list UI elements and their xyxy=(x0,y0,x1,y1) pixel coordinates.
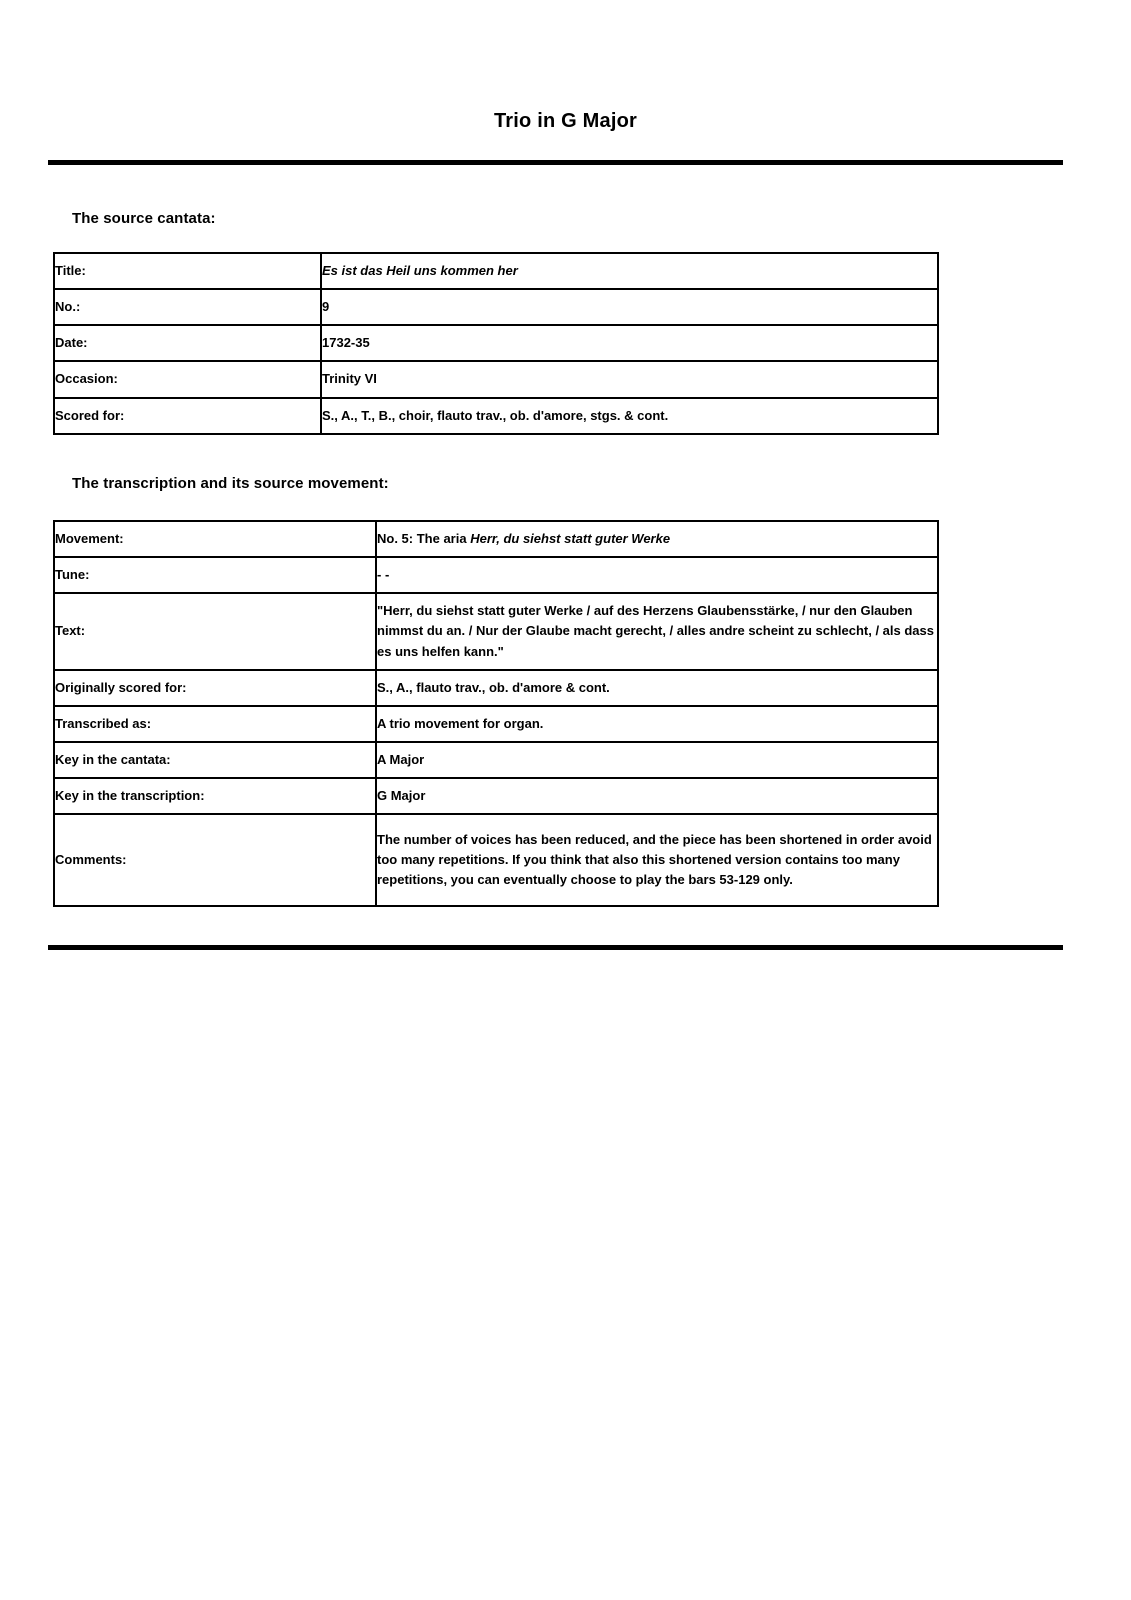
page-title: Trio in G Major xyxy=(493,110,637,132)
row-value-date: 1732-35 xyxy=(321,325,938,361)
movement-aria-title: Herr, du siehst statt guter Werke xyxy=(470,531,671,546)
table-row xyxy=(54,361,938,397)
row-value-movement xyxy=(376,521,938,557)
row-value-no: 9 xyxy=(321,289,938,325)
row-value-transcribed-as: A trio movement for organ. xyxy=(376,706,938,742)
movement-prefix: No. 5: The aria xyxy=(377,531,471,546)
section-heading-source-cantata: The source cantata: xyxy=(72,210,216,227)
row-label-transcribed-as: Transcribed as: xyxy=(54,706,376,742)
row-value-comments: The number of voices has been reduced, and the piece has been shortened in order avoid too many repetitions. If you think that also this shortened version contains too many repetitions, you can eventually choose to play the bars 53-129 only. xyxy=(376,814,938,906)
row-label-key-in-transcription: Key in the transcription: xyxy=(54,778,376,814)
row-value-key-in-transcription: G Major xyxy=(376,778,938,814)
row-value-originally-scored-for: S., A., flauto trav., ob. d'amore & cont. xyxy=(376,670,938,706)
table-row xyxy=(54,593,938,669)
table-row xyxy=(54,325,938,361)
row-label-movement: Movement: xyxy=(54,521,376,557)
row-label-occasion: Occasion: xyxy=(54,361,321,397)
row-value-occasion: Trinity VI xyxy=(321,361,938,397)
row-label-no: No.: xyxy=(54,289,321,325)
table-row xyxy=(54,742,938,778)
top-horizontal-rule xyxy=(48,160,1063,165)
table-row xyxy=(54,398,938,434)
bottom-horizontal-rule xyxy=(48,945,1063,950)
table-row xyxy=(54,814,938,906)
transcription-table xyxy=(53,520,939,907)
table-row xyxy=(54,289,938,325)
table-row xyxy=(54,521,938,557)
row-value-title: Es ist das Heil uns kommen her xyxy=(321,253,938,289)
row-label-date: Date: xyxy=(54,325,321,361)
row-value-tune: - - xyxy=(376,557,938,593)
row-label-comments: Comments: xyxy=(54,814,376,906)
row-value-key-in-cantata: A Major xyxy=(376,742,938,778)
row-label-title: Title: xyxy=(54,253,321,289)
table-row xyxy=(54,670,938,706)
row-label-key-in-cantata: Key in the cantata: xyxy=(54,742,376,778)
table-row xyxy=(54,706,938,742)
source-cantata-table xyxy=(53,252,939,435)
row-label-originally-scored-for: Originally scored for: xyxy=(54,670,376,706)
row-label-tune: Tune: xyxy=(54,557,376,593)
row-label-text: Text: xyxy=(54,593,376,669)
section-heading-transcription: The transcription and its source movement: xyxy=(72,475,389,492)
row-label-scored-for: Scored for: xyxy=(54,398,321,434)
row-value-text: "Herr, du siehst statt guter Werke / auf des Herzens Glaubensstärke, / nur den Glauben nimmst du an. / Nur der Glaube macht gerecht, / alles andre scheint zu schlecht, / als dass es uns helfen kann." xyxy=(376,593,938,669)
table-row xyxy=(54,253,938,289)
table-row xyxy=(54,557,938,593)
table-row xyxy=(54,778,938,814)
row-value-scored-for: S., A., T., B., choir, flauto trav., ob. d'amore, stgs. & cont. xyxy=(321,398,938,434)
